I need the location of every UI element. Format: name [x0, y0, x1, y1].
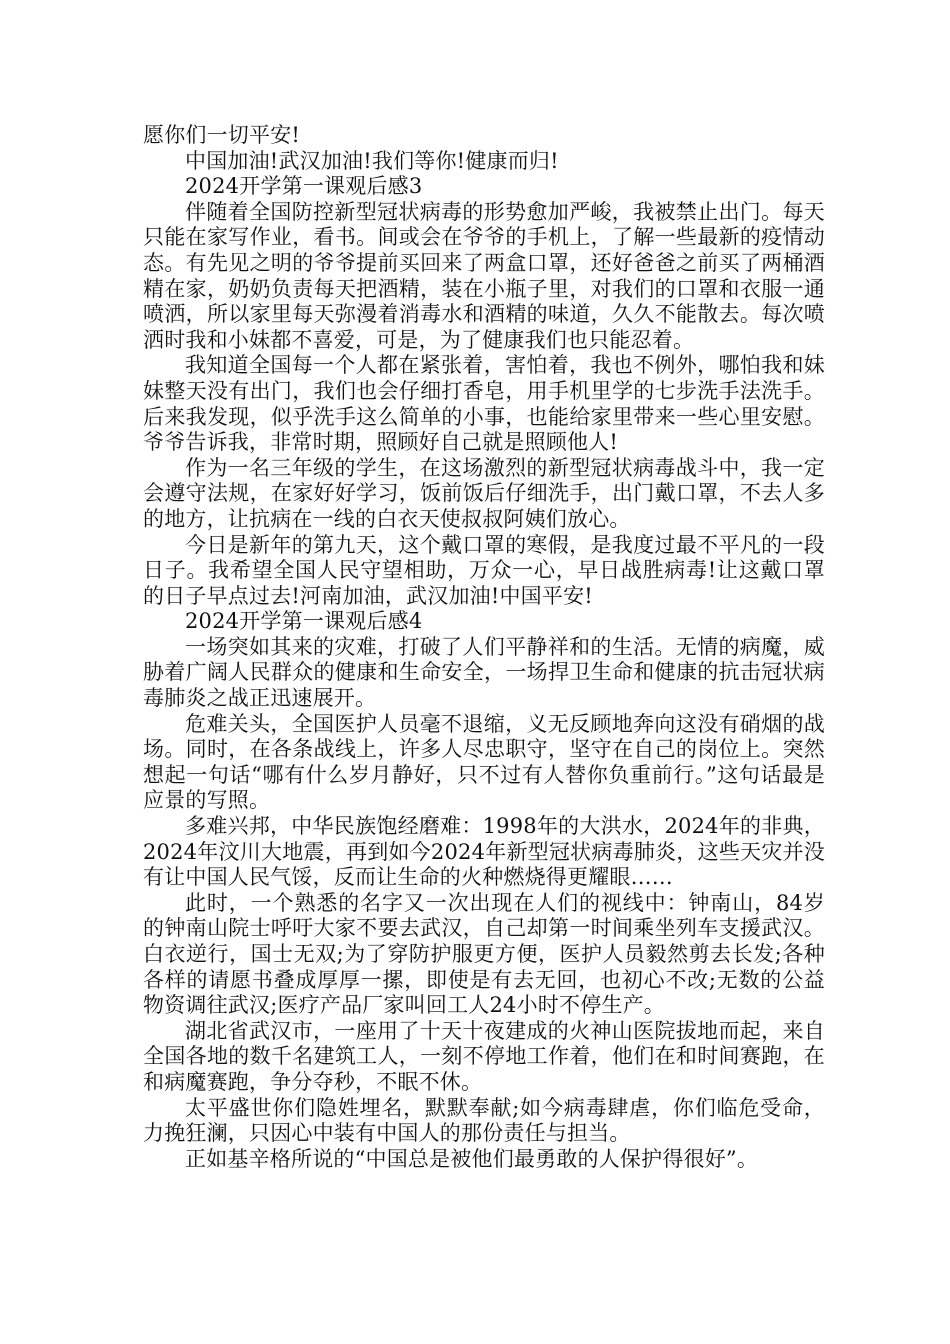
- paragraph: 此时，一个熟悉的名字又一次出现在人们的视线中：钟南山，84岁的钟南山院士呼吁大家不要去武汉，自己却第一时间乘坐列车支援武汉。白衣逆行，国士无双;为了穿防护服更方便，医护人员毅然剪去长发;各种各样的请愿书叠成厚厚一摞，即使是有去无回，也初心不改;无数的公益物资调往武汉;医疗产品厂家叫回工人24小时不停生产。: [143, 890, 825, 1018]
- paragraph: 危难关头，全国医护人员毫不退缩，义无反顾地奔向这没有硝烟的战场。同时，在各条战线上，许多人尽忠职守，坚守在自己的岗位上。突然想起一句话“哪有什么岁月静好，只不过有人替你负重前行。”这句话最是应景的写照。: [143, 711, 825, 813]
- cheer-line: 中国加油!武汉加油!我们等你!健康而归!: [185, 148, 559, 173]
- closing-line: 愿你们一切平安!: [143, 123, 301, 147]
- paragraph: 正如基辛格所说的“中国总是被他们最勇敢的人保护得很好”。: [185, 1146, 759, 1171]
- section-heading-3: 2024开学第一课观后感3: [185, 174, 423, 199]
- paragraph: 湖北省武汉市，一座用了十天十夜建成的火神山医院拔地而起，来自全国各地的数千名建筑工人，一刻不停地工作着，他们在和时间赛跑，在和病魔赛跑，争分夺秒，不眠不休。: [143, 1018, 825, 1094]
- paragraph: 一场突如其来的灾难，打破了人们平静祥和的生活。无情的病魔，威胁着广阔人民群众的健康和生命安全，一场捍卫生命和健康的抗击冠状病毒肺炎之战正迅速展开。: [143, 634, 825, 711]
- paragraph: 作为一名三年级的学生，在这场激烈的新型冠状病毒战斗中，我一定会遵守法规，在家好好学习，饭前饭后仔细洗手，出门戴口罩，不去人多的地方，让抗病在一线的白衣天使叔叔阿姨们放心。: [143, 455, 825, 531]
- paragraph: 伴随着全国防控新型冠状病毒的形势愈加严峻，我被禁止出门。每天只能在家写作业，看书。间或会在爷爷的手机上，了解一些最新的疫情动态。有先见之明的爷爷提前买回来了两盒口罩，还好爸爸之前买了两桶酒精在家，奶奶负责每天把酒精，装在小瓶子里，对我们的口罩和衣服一通喷洒，所以家里每天弥漫着消毒水和酒精的味道，久久不能散去。每次喷洒时我和小妹都不喜爱，可是，为了健康我们也只能忍着。: [143, 199, 825, 352]
- paragraph: 多难兴邦，中华民族饱经磨难：1998年的大洪水，2024年的非典，2024年汶川大地震，再到如今2024年新型冠状病毒肺炎，这些天灾并没有让中国人民气馁，反而让生命的火种燃烧得更耀眼……: [143, 814, 825, 890]
- paragraph: 今日是新年的第九天，这个戴口罩的寒假，是我度过最不平凡的一段日子。我希望全国人民守望相助，万众一心，早日战胜病毒!让这戴口罩的日子早点过去!河南加油，武汉加油!中国平安!: [143, 532, 825, 608]
- section-heading-4: 2024开学第一课观后感4: [185, 609, 423, 634]
- paragraph: 我知道全国每一个人都在紧张着，害怕着，我也不例外，哪怕我和妹妹整天没有出门，我们也会仔细打香皂，用手机里学的七步洗手法洗手。后来我发现，似乎洗手这么简单的小事，也能给家里带来一些心里安慰。爷爷告诉我，非常时期，照顾好自己就是照顾他人!: [143, 353, 825, 455]
- paragraph: 太平盛世你们隐姓埋名，默默奉献;如今病毒肆虐，你们临危受命，力挽狂澜，只因心中装有中国人的那份责任与担当。: [143, 1095, 825, 1146]
- document-page: [143, 123, 825, 1172]
